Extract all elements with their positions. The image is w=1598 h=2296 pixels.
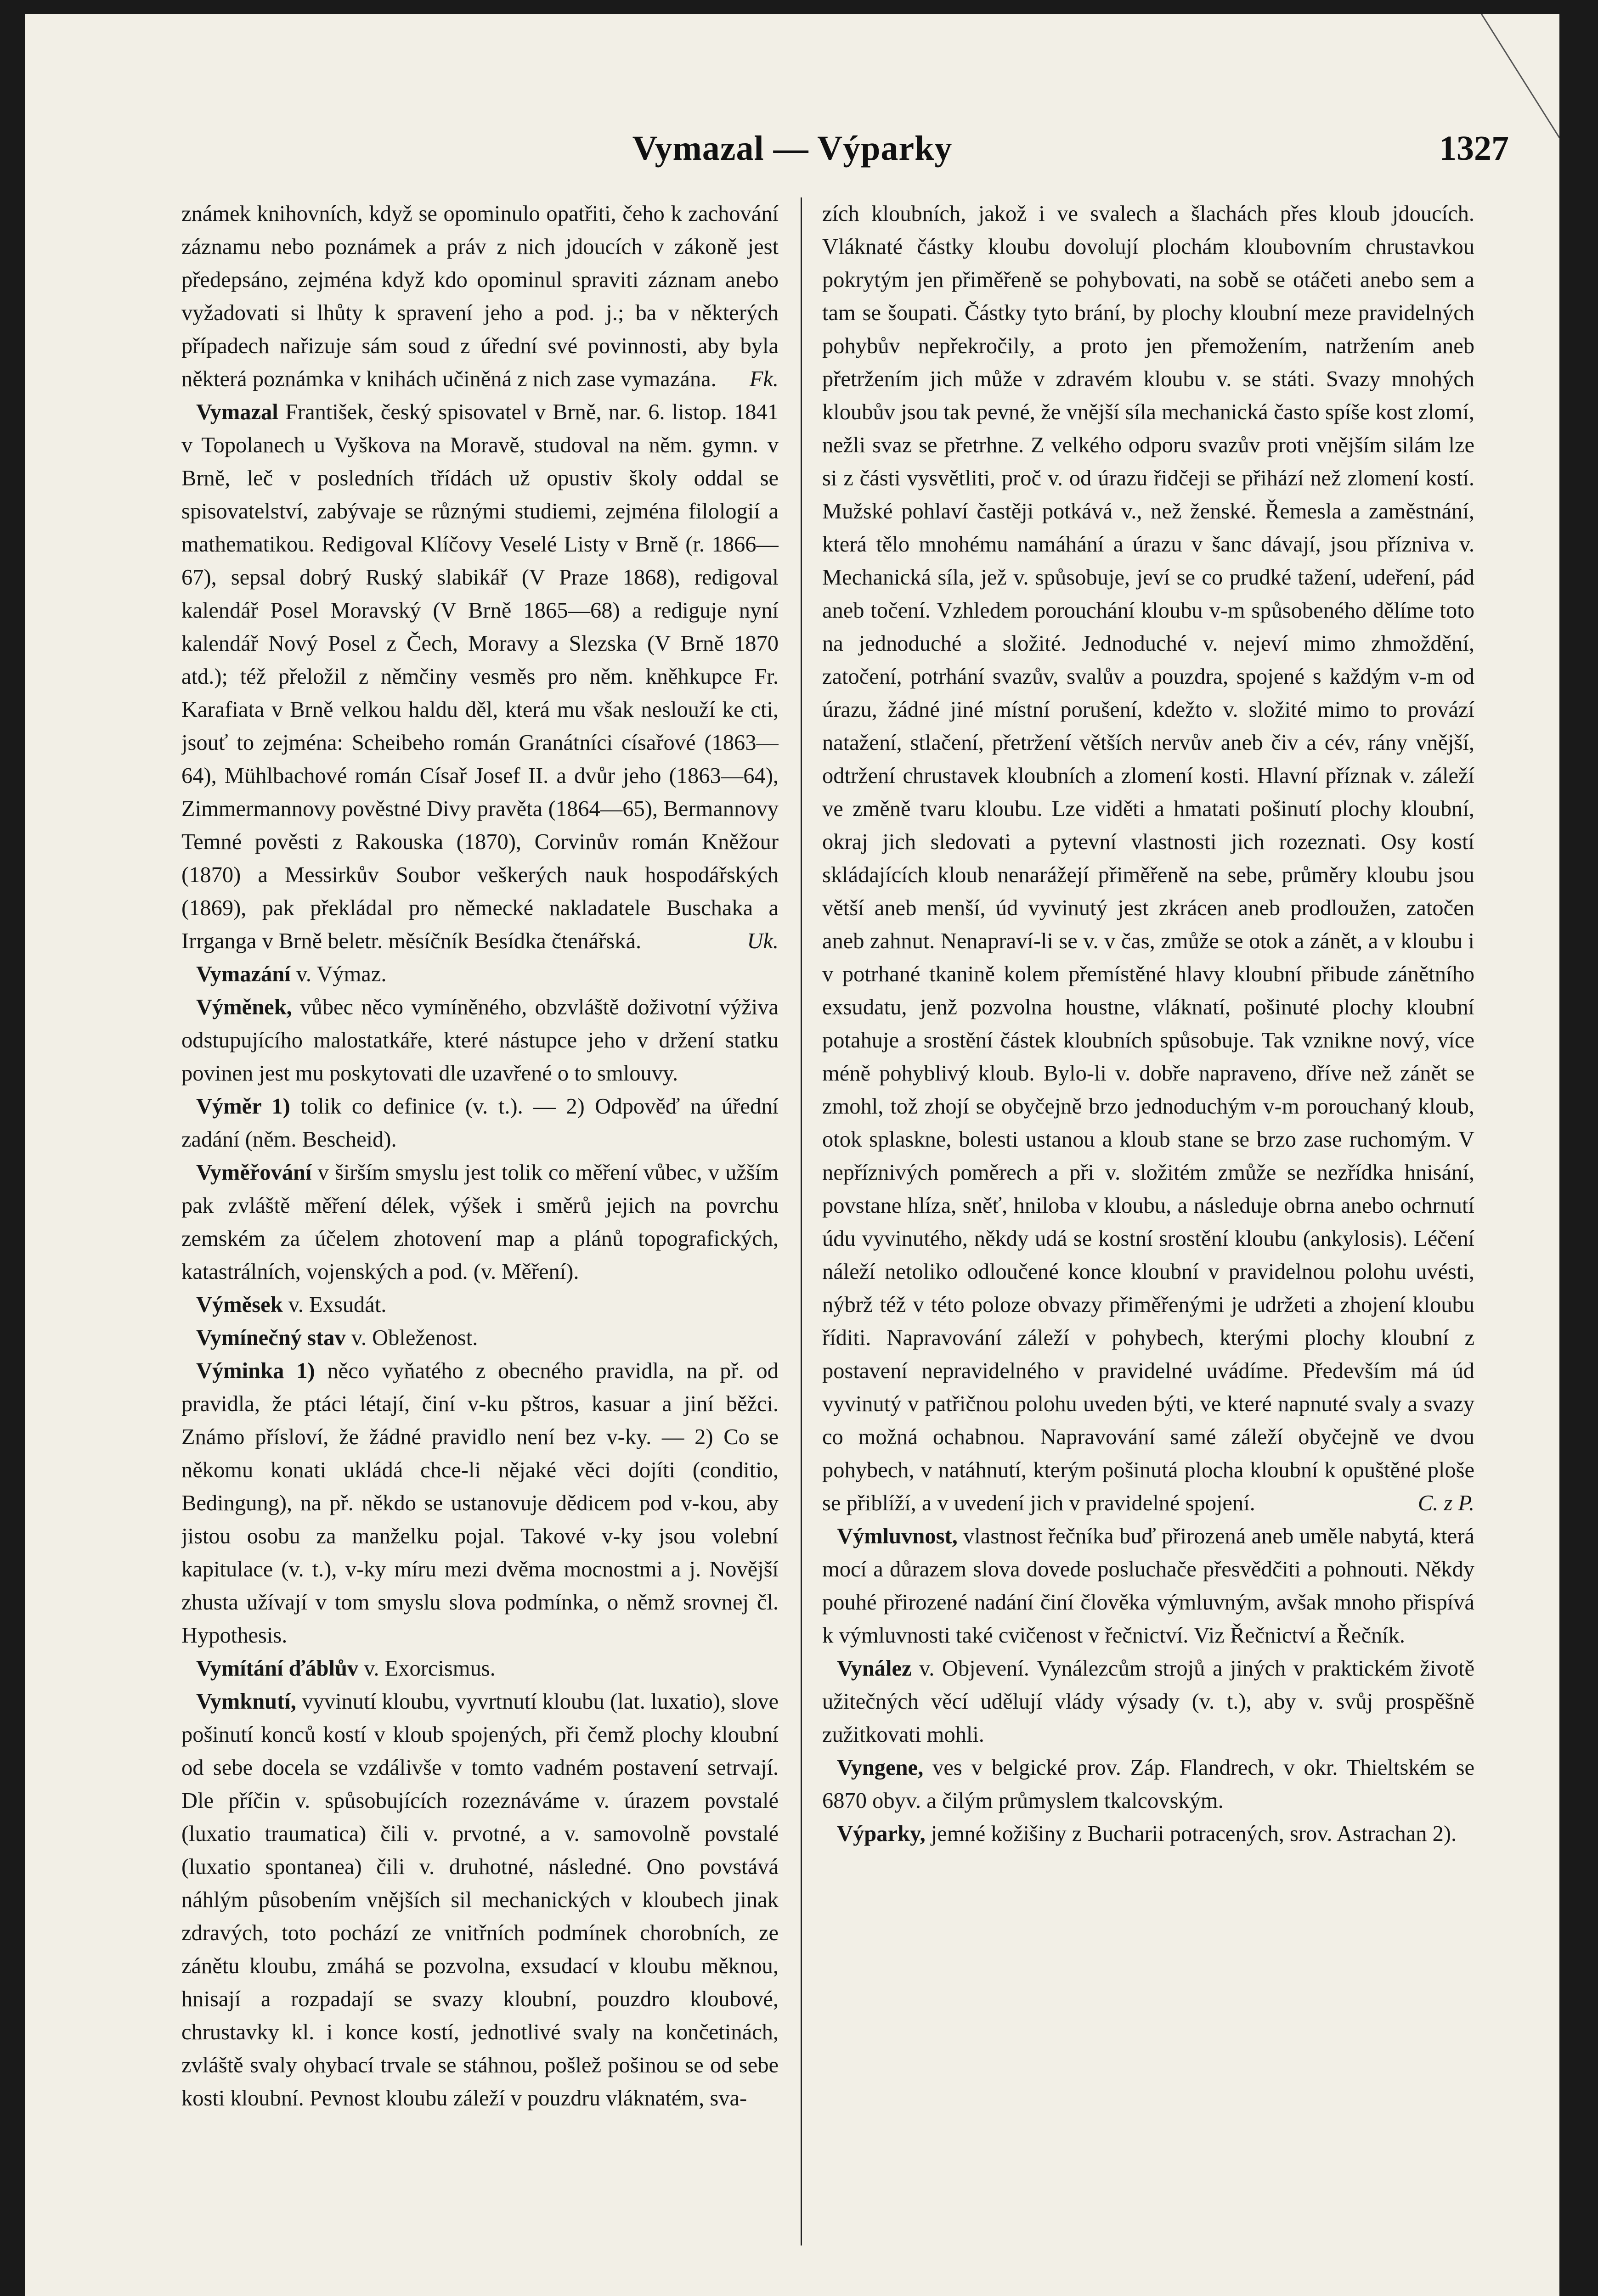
dictionary-entry <box>822 1751 1474 1818</box>
page-corner-mark <box>1449 14 1559 142</box>
entry-text: ves v belgické prov. Záp. Flandrech, v okr. Thieltském se 6870 obyv. a čilým průmyslem tkalcovským. <box>822 1756 1474 1813</box>
entry-headword: Výměnek, <box>196 995 292 1019</box>
page-header <box>25 129 1559 184</box>
entry-headword: Vymazal <box>196 400 278 424</box>
entry-text: vůbec něco vymíněného, obzvláště doživotní výživa odstupujícího malostatkáře, které nástupce jeho v držení statku povinen jest mu poskytovati dle uzavřené o to smlouvy. <box>181 995 779 1086</box>
dictionary-entry <box>822 197 1474 1520</box>
entry-headword: Výměsek <box>196 1293 283 1317</box>
page-number: 1327 <box>1439 129 1509 168</box>
dictionary-entry <box>181 991 779 1090</box>
dictionary-page <box>25 14 1559 2296</box>
dictionary-entry <box>181 1289 779 1322</box>
entry-headword: Výmluvnost, <box>837 1524 958 1548</box>
right-column <box>822 197 1474 2245</box>
column-divider <box>801 197 802 2245</box>
running-head: Vymazal — Výparky <box>632 129 953 168</box>
dictionary-entry <box>181 958 779 991</box>
author-signature: C. z P. <box>1417 1491 1474 1515</box>
entry-text: zích kloubních, jakož i ve svalech a šlachách přes kloub jdoucích. Vláknaté částky kloubu dovolují plochám kloubovním chrustavkou pokrytým jen přiměřeně se pohybovati, na sobě se otáčeti anebo sem a tam se šoupati. Částky tyto brání, by plochy kloubní meze pravidelných pohybův nepřekročily, a proto jen přemožením, natržením aneb přetržením jich může v zdravém kloubu v. se státi. Svazy mnohých kloubův jsou tak pevné, že vnější síla mechanická často spíše kost zlomí, nežli svaz se přetrhne. Z velkého odporu svazův proti vnějším silám lze si z části vysvětliti, proč v. od úrazu řidčeji se přihází než zlomení kostí. Mužské pohlaví častěji potkává v., než ženské. Řemesla a zaměstnání, která tělo mnohému namáhání a úrazu v šanc dávají, jsou příznivа v. Mechanická síla, jež v. spůsobuje, jeví se co prudké tažení, udeření, pád aneb točení. Vzhledem porouchání kloubu v-m spůsobeného dělíme toto na jednoduché a složité. Jednoduché v. nejeví mimo zhmoždění, zatočení, potrhání svazův, svalův a pouzdra, spojené s každým v-m od úrazu, žádné jiné místní porušení, kdežto v. složité mimo to provází natažení, stlačení, přetržení větších nervův aneb čiv a cév, rány vnější, odtržení chrustavek kloubních a zlomení kosti. Hlavní příznak v. záleží ve změně tvaru kloubu. Lze viděti a hmatati pošinutí plochy kloubní, okraj jich sledovati a pytevní vlastnosti jich rozeznati. Osy kostí skládajících kloub nenarážejí přiměřeně na sebe, průměry kloubu jsou větší aneb menší, úd vyvinutý jest zkrácen aneb prodloužen, zatočen aneb zahnut. Nenapraví-li se v. v čas, zmůže se otok a zánět, a v kloubu i v potrhané tkanině kolem přemístěné hlavy kloubní přibude zánětního exsudatu, jenž pozvolna houstne, vláknatí, pošinuté plochy kloubní potahuje a srostění částek kloubních spůsobuje. Tak vznikne nový, více méně pohyblivý kloub. Bylo-li v. dobře napraveno, dříve než zánět se zmohl, tož zhojí se obyčejně brzo jednoduchým v-m porouchaný kloub, otok splaskne, bolesti ustanou a kloub stane se brzo zase ruchomým. V nepříznivých poměrech a při v. složitém zmůže se nezřídka hnisání, povstane hlíza, sněť, hniloba v kloubu, a následuje obrna anebo ochrnutí údu vyvinutého, někdy udá se kostní srostění kloubu (ankylosis). Léčení náleží netoliko odloučené konce kloubní v pravidelnou polohu uvésti, nýbrž též v této poloze obvazy přiměřenými je udržeti a zhojení kloubu říditi. Napravování záleží v pohybech, kterými plochy kloubní z postavení nepravidelného v pravidelné uvádíme. Především má úd vyvinutý v patřičnou polohu uveden býti, ve které napnuté svaly a svazy co možná ochabnou. Napravování samé záleží obyčejně ve dvou pohybech, v natáhnutí, kterým pošinutá plocha kloubní k opuštěné ploše se přiblíží, a v uvedení jich v pravidelné spojení. <box>822 202 1474 1515</box>
entry-headword: Vymazání <box>196 962 291 986</box>
entry-text: v. Obleženost. <box>351 1326 478 1350</box>
dictionary-entry <box>181 1322 779 1355</box>
entry-text: něco vyňatého z obecného pravidla, na př. od pravidla, že ptáci létají, činí v-ku pštros, kasuar a jiní běžci. Známo přísloví, že žádné pravidlo není bez v-ky. — 2) Co se někomu konati ukládá chce-li nějaké věci dojíti (conditio, Bedingung), na př. někdo se ustanovuje dědicem pod v-kou, aby jistou osobu za manželku pojal. Takové v-ky jsou volební kapitulace (v. t.), v-ky míru mezi dvěma mocnostmi a j. Novější zhusta užívají v tom smyslu slova podmínka, o němž srovnej čl. Hypothesis. <box>181 1359 779 1648</box>
entry-text: jemné kožišiny z Bucharii potracených, srov. Astrachan 2). <box>931 1822 1457 1846</box>
entry-text: František, český spisovatel v Brně, nar. 6. listop. 1841 v Topolanech u Vyškova na Moravě, studoval na něm. gymn. v Brně, leč v posledních třídách už opustiv školy oddal se spisovatelství, zabývaje se různými studiemi, zejména filologií a mathematikou. Redigoval Klíčovy Veselé Listy v Brně (r. 1866—67), sepsal dobrý Ruský slabikář (V Praze 1868), redigoval kalendář Posel Moravský (V Brně 1865—68) a rediguje nyní kalendář Nový Posel z Čech, Moravy a Slezska (V Brně 1870 atd.); též přeložil z němčiny vesměs pro něm. kněhkupce Fr. Karafiata v Brně velkou haldu děl, která mu však neslouží ke cti, jsouť to zejména: Scheibeho román Granátníci císařové (1863—64), Mühlbachové román Císař Josef II. a dvůr jeho (1863—64), Zimmermannovy pověstné Divy pravěta (1864—65), Bermannovy Temné pověsti z Rakouska (1870), Corvinův román Kněžour (1870) a Messirkův Soubor veškerých nauk hospodářských (1869), pak překládal pro německé nakladatele Buschaka a Irrganga v Brně beletr. měsíčník Besídka čtenářská. <box>181 400 779 953</box>
author-signature: Fk. <box>749 367 779 391</box>
entry-headword: Výparky, <box>837 1822 926 1846</box>
entry-headword: Vyngene, <box>837 1756 924 1780</box>
dictionary-entry <box>181 1685 779 2115</box>
entry-text: známek knihovních, když se opominulo opatřiti, čeho k zachování záznamu nebo poznámek a práv z nich jdoucích v zákoně jest předepsáno, zejména když kdo opominul spraviti záznam anebo vyžadovati si lhůty k spravení jeho a pod. j.; ba v některých případech nařizuje sám soud z úřední své povinnosti, aby byla některá poznámka v knihách učiněná z nich zase vymazána. <box>181 202 779 391</box>
dictionary-entry <box>181 1355 779 1652</box>
entry-headword: Vymítání ďáblův <box>196 1656 359 1681</box>
entry-text: v. Exorcismus. <box>364 1656 496 1681</box>
entry-headword: Vymínečný stav <box>196 1326 346 1350</box>
dictionary-entry <box>181 1156 779 1289</box>
entry-text: v. Objevení. Vynálezcům strojů a jiných v praktickém životě užitečných věcí udělují vlády výsady (v. t.), aby v. svůj prospěšně zužitkovati mohli. <box>822 1656 1474 1747</box>
dictionary-entry <box>181 1090 779 1156</box>
dictionary-entry <box>181 197 779 396</box>
left-column <box>181 197 779 2245</box>
entry-text: v. Výmaz. <box>296 962 387 986</box>
entry-headword: Vynález <box>837 1656 912 1681</box>
entry-text: v. Exsudát. <box>288 1293 387 1317</box>
dictionary-entry <box>822 1818 1474 1851</box>
dictionary-entry <box>181 396 779 958</box>
dictionary-entry <box>822 1652 1474 1751</box>
dictionary-entry <box>822 1520 1474 1652</box>
entry-text: vyvinutí kloubu, vyvrtnutí kloubu (lat. luxatio), slove pošinutí konců kostí v kloub spojených, při čemž plochy kloubní od sebe docela se vzdálivše v tomto vadném postavení setrvají. Dle příčin v. spůsobujících rozeznáváme v. úrazem povstalé (luxatio traumatica) čili v. prvotné, a v. samovolně povstalé (luxatio spontanea) čili v. druhotné, následné. Ono povstává náhlým působením vnějších sil mechanických v kloubech jinak zdravých, toto pochází ze vnitřních podmínek chorobních, ze zánětu kloubu, zmáhá se pozvolna, exsudací v kloubu měknou, hnisají a rozpadají se svazy kloubní, pouzdro kloubové, chrustavky kl. i konce kostí, jednotlivé svaly na končetinách, zvláště svaly ohybací trvale se stáhnou, pošlež pošinou se od sebe kosti kloubní. Pevnost kloubu záleží v pouzdru vláknatém, sva- <box>181 1689 779 2110</box>
entry-headword: Výměr 1) <box>196 1094 290 1119</box>
entry-text: vlastnost řečníka buď přirozená aneb uměle nabytá, která mocí a důrazem slova dovede posluchače přesvědčiti a pohnouti. Někdy pouhé přirozené nadání činí člověka výmluvným, avšak mnoho přispívá k výmluvnosti také cvičenost v řečnictví. Viz Řečnictví a Řečník. <box>822 1524 1474 1648</box>
dictionary-entry <box>181 1652 779 1685</box>
entry-headword: Výminka 1) <box>196 1359 315 1383</box>
entry-headword: Vymknutí, <box>196 1689 296 1714</box>
author-signature: Uk. <box>747 929 779 953</box>
entry-text: tolik co definice (v. t.). — 2) Odpověď na úřední zadání (něm. Bescheid). <box>181 1094 779 1152</box>
entry-headword: Vyměřování <box>196 1160 312 1185</box>
entry-text: v širším smyslu jest tolik co měření vůbec, v užším pak zvláště měření délek, výšek i směrů jejich na povrchu zemském za účelem zhotovení map a plánů topografických, katastrálních, vojenských a pod. (v. Měření). <box>181 1160 779 1284</box>
